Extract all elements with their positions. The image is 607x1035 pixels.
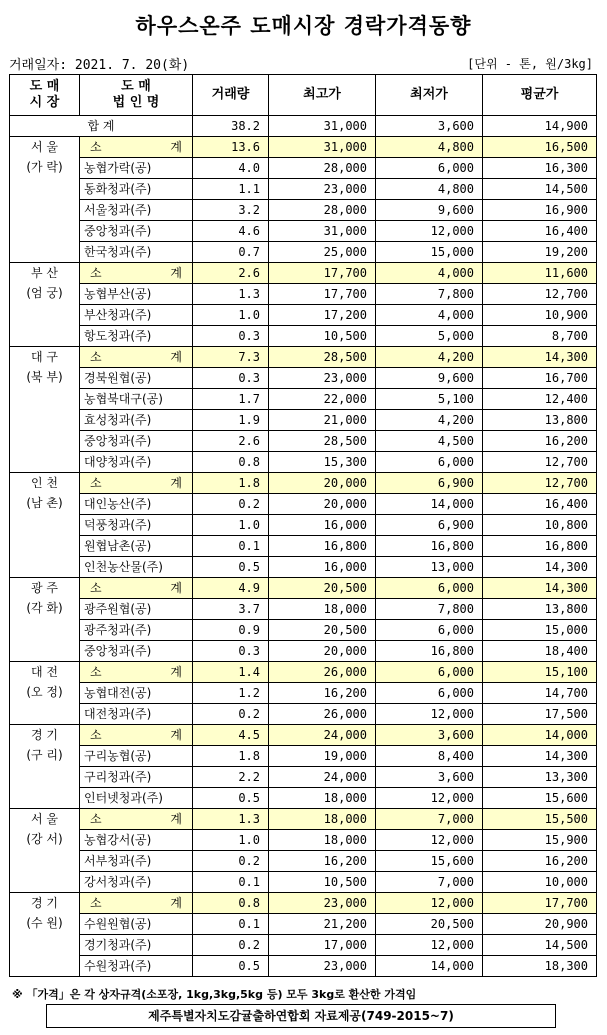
- max-price-cell: 21,000: [269, 410, 376, 431]
- corp-name: 농협가락(공): [80, 158, 193, 179]
- table-row: [10, 368, 597, 389]
- subtotal-row: [10, 809, 597, 830]
- min-price-cell: 20,500: [376, 914, 483, 935]
- table-row: [10, 326, 597, 347]
- subtotal-label-part: 계: [170, 665, 182, 679]
- corp-name: [80, 809, 193, 830]
- corp-name: 원협남촌(공): [80, 536, 193, 557]
- corp-name: 인터넷청과(주): [80, 788, 193, 809]
- corp-name: 대전청과(주): [80, 704, 193, 725]
- max-price-cell: 28,500: [269, 347, 376, 368]
- corp-name: 농협대전(공): [80, 683, 193, 704]
- subtotal-row: [10, 347, 597, 368]
- table-row: [10, 641, 597, 662]
- total-row: [10, 116, 597, 137]
- table-row: [10, 389, 597, 410]
- max-price-cell: 26,000: [269, 662, 376, 683]
- min-price-cell: 6,000: [376, 578, 483, 599]
- volume-cell: 0.9: [193, 620, 269, 641]
- avg-price-cell: 14,300: [483, 578, 597, 599]
- max-price-cell: 17,200: [269, 305, 376, 326]
- volume-cell: 1.1: [193, 179, 269, 200]
- max-price-cell: 17,700: [269, 284, 376, 305]
- max-price-cell: 16,200: [269, 851, 376, 872]
- min-price-cell: 13,000: [376, 557, 483, 578]
- table-row: [10, 704, 597, 725]
- volume-cell: 0.3: [193, 641, 269, 662]
- table-row: [10, 851, 597, 872]
- volume-cell: 0.5: [193, 557, 269, 578]
- table-row: [10, 599, 597, 620]
- corp-name: [80, 137, 193, 158]
- table-row: [10, 788, 597, 809]
- volume-cell: 0.8: [193, 893, 269, 914]
- volume-cell: 0.3: [193, 326, 269, 347]
- avg-price-cell: 16,400: [483, 221, 597, 242]
- market-name: 대 전 (오 정): [10, 662, 80, 725]
- corp-name: 서울청과(주): [80, 200, 193, 221]
- corp-name: [80, 263, 193, 284]
- max-price-cell: 10,500: [269, 872, 376, 893]
- corp-name: 광주청과(주): [80, 620, 193, 641]
- volume-cell: 1.0: [193, 515, 269, 536]
- min-price-cell: 4,200: [376, 410, 483, 431]
- corp-name: [80, 347, 193, 368]
- volume-cell: 3.2: [193, 200, 269, 221]
- min-price-cell: 6,000: [376, 158, 483, 179]
- corp-name: 중앙청과(주): [80, 431, 193, 452]
- subtotal-row: [10, 578, 597, 599]
- table-row: [10, 431, 597, 452]
- max-price-cell: 18,000: [269, 788, 376, 809]
- subtotal-label-part: 소: [90, 266, 102, 280]
- avg-price-cell: 17,700: [483, 893, 597, 914]
- table-row: [10, 452, 597, 473]
- table-row: [10, 914, 597, 935]
- avg-price-cell: 13,800: [483, 599, 597, 620]
- table-row: [10, 158, 597, 179]
- avg-price-cell: 18,400: [483, 641, 597, 662]
- header-volume: 거래량: [193, 75, 269, 116]
- volume-cell: 1.7: [193, 389, 269, 410]
- volume-cell: 4.9: [193, 578, 269, 599]
- total-avg: 14,900: [483, 116, 597, 137]
- avg-price-cell: 13,300: [483, 767, 597, 788]
- min-price-cell: 4,000: [376, 263, 483, 284]
- min-price-cell: 4,800: [376, 179, 483, 200]
- avg-price-cell: 15,500: [483, 809, 597, 830]
- corp-name: 한국청과(주): [80, 242, 193, 263]
- max-price-cell: 26,000: [269, 704, 376, 725]
- total-volume: 38.2: [193, 116, 269, 137]
- max-price-cell: 18,000: [269, 599, 376, 620]
- min-price-cell: 4,800: [376, 137, 483, 158]
- corp-name: 중앙청과(주): [80, 221, 193, 242]
- avg-price-cell: 11,600: [483, 263, 597, 284]
- table-row: [10, 179, 597, 200]
- avg-price-cell: 14,500: [483, 179, 597, 200]
- avg-price-cell: 8,700: [483, 326, 597, 347]
- min-price-cell: 7,800: [376, 284, 483, 305]
- header-max: 최고가: [269, 75, 376, 116]
- max-price-cell: 16,000: [269, 557, 376, 578]
- max-price-cell: 25,000: [269, 242, 376, 263]
- total-label: 합 계: [10, 116, 193, 137]
- avg-price-cell: 17,500: [483, 704, 597, 725]
- corp-name: [80, 725, 193, 746]
- volume-cell: 1.4: [193, 662, 269, 683]
- avg-price-cell: 16,700: [483, 368, 597, 389]
- source-box: 제주특별자치도감귤출하연합회 자료제공(749-2015~7): [46, 1004, 556, 1028]
- avg-price-cell: 14,300: [483, 746, 597, 767]
- volume-cell: 1.2: [193, 683, 269, 704]
- min-price-cell: 15,000: [376, 242, 483, 263]
- min-price-cell: 12,000: [376, 221, 483, 242]
- corp-name: 경북원협(공): [80, 368, 193, 389]
- max-price-cell: 23,000: [269, 368, 376, 389]
- subtotal-label-part: 계: [170, 581, 182, 595]
- min-price-cell: 16,800: [376, 536, 483, 557]
- avg-price-cell: 15,900: [483, 830, 597, 851]
- min-price-cell: 4,000: [376, 305, 483, 326]
- volume-cell: 0.7: [193, 242, 269, 263]
- subtotal-label-part: 소: [90, 896, 102, 910]
- max-price-cell: 17,000: [269, 935, 376, 956]
- volume-cell: 1.3: [193, 284, 269, 305]
- min-price-cell: 9,600: [376, 368, 483, 389]
- max-price-cell: 10,500: [269, 326, 376, 347]
- volume-cell: 2.6: [193, 263, 269, 284]
- max-price-cell: 17,700: [269, 263, 376, 284]
- min-price-cell: 5,000: [376, 326, 483, 347]
- avg-price-cell: 10,800: [483, 515, 597, 536]
- table-row: [10, 515, 597, 536]
- subtotal-label-part: 소: [90, 665, 102, 679]
- avg-price-cell: 12,700: [483, 284, 597, 305]
- volume-cell: 7.3: [193, 347, 269, 368]
- max-price-cell: 20,000: [269, 494, 376, 515]
- max-price-cell: 28,000: [269, 158, 376, 179]
- avg-price-cell: 20,900: [483, 914, 597, 935]
- avg-price-cell: 15,100: [483, 662, 597, 683]
- avg-price-cell: 18,300: [483, 956, 597, 977]
- max-price-cell: 20,500: [269, 578, 376, 599]
- table-row: [10, 683, 597, 704]
- max-price-cell: 16,000: [269, 515, 376, 536]
- min-price-cell: 16,800: [376, 641, 483, 662]
- volume-cell: 1.0: [193, 305, 269, 326]
- min-price-cell: 12,000: [376, 935, 483, 956]
- volume-cell: 0.3: [193, 368, 269, 389]
- market-name: 서 울 (강 서): [10, 809, 80, 893]
- volume-cell: 1.8: [193, 746, 269, 767]
- volume-cell: 0.5: [193, 788, 269, 809]
- avg-price-cell: 14,300: [483, 557, 597, 578]
- max-price-cell: 31,000: [269, 137, 376, 158]
- volume-cell: 3.7: [193, 599, 269, 620]
- corp-name: 농협강서(공): [80, 830, 193, 851]
- corp-name: 강서청과(주): [80, 872, 193, 893]
- max-price-cell: 28,500: [269, 431, 376, 452]
- table-row: [10, 494, 597, 515]
- volume-cell: 1.3: [193, 809, 269, 830]
- subtotal-label-part: 소: [90, 140, 102, 154]
- subtotal-row: [10, 725, 597, 746]
- avg-price-cell: 12,700: [483, 452, 597, 473]
- volume-cell: 0.2: [193, 851, 269, 872]
- corp-name: 경기청과(주): [80, 935, 193, 956]
- max-price-cell: 15,300: [269, 452, 376, 473]
- header-market: 도 매 시 장: [10, 75, 80, 116]
- subtotal-label-part: 계: [170, 266, 182, 280]
- min-price-cell: 4,500: [376, 431, 483, 452]
- market-name: 서 울 (가 락): [10, 137, 80, 263]
- min-price-cell: 12,000: [376, 830, 483, 851]
- volume-cell: 2.2: [193, 767, 269, 788]
- corp-name: 수원청과(주): [80, 956, 193, 977]
- min-price-cell: 14,000: [376, 494, 483, 515]
- min-price-cell: 5,100: [376, 389, 483, 410]
- table-row: [10, 221, 597, 242]
- corp-name: 서부청과(주): [80, 851, 193, 872]
- subtotal-label-part: 소: [90, 350, 102, 364]
- subtotal-label-part: 계: [170, 140, 182, 154]
- volume-cell: 1.9: [193, 410, 269, 431]
- max-price-cell: 18,000: [269, 809, 376, 830]
- avg-price-cell: 16,200: [483, 431, 597, 452]
- corp-name: 수원원협(공): [80, 914, 193, 935]
- volume-cell: 4.5: [193, 725, 269, 746]
- subtotal-label-part: 계: [170, 350, 182, 364]
- total-max: 31,000: [269, 116, 376, 137]
- subtotal-label-part: 계: [170, 476, 182, 490]
- subtotal-label-part: 계: [170, 812, 182, 826]
- table-row: [10, 830, 597, 851]
- subtotal-label-part: 소: [90, 812, 102, 826]
- min-price-cell: 12,000: [376, 704, 483, 725]
- max-price-cell: 21,200: [269, 914, 376, 935]
- max-price-cell: 20,500: [269, 620, 376, 641]
- volume-cell: 4.6: [193, 221, 269, 242]
- corp-name: 구리농협(공): [80, 746, 193, 767]
- market-name: 경 기 (수 원): [10, 893, 80, 977]
- header-avg: 평균가: [483, 75, 597, 116]
- avg-price-cell: 19,200: [483, 242, 597, 263]
- table-row: [10, 410, 597, 431]
- trade-date: 거래일자: 2021. 7. 20(화): [9, 58, 190, 73]
- avg-price-cell: 14,300: [483, 347, 597, 368]
- max-price-cell: 20,000: [269, 641, 376, 662]
- volume-cell: 13.6: [193, 137, 269, 158]
- corp-name: 농협부산(공): [80, 284, 193, 305]
- avg-price-cell: 14,500: [483, 935, 597, 956]
- market-name: 경 기 (구 리): [10, 725, 80, 809]
- avg-price-cell: 15,000: [483, 620, 597, 641]
- max-price-cell: 18,000: [269, 830, 376, 851]
- table-row: [10, 620, 597, 641]
- corp-name: 덕풍청과(주): [80, 515, 193, 536]
- table-row: [10, 536, 597, 557]
- table-row: [10, 284, 597, 305]
- subtotal-label-part: 소: [90, 728, 102, 742]
- max-price-cell: 23,000: [269, 179, 376, 200]
- total-min: 3,600: [376, 116, 483, 137]
- table-row: [10, 557, 597, 578]
- min-price-cell: 8,400: [376, 746, 483, 767]
- corp-name: 대양청과(주): [80, 452, 193, 473]
- subtotal-row: [10, 893, 597, 914]
- max-price-cell: 20,000: [269, 473, 376, 494]
- header-min: 최저가: [376, 75, 483, 116]
- price-table: [9, 74, 597, 977]
- min-price-cell: 3,600: [376, 725, 483, 746]
- min-price-cell: 6,000: [376, 662, 483, 683]
- subtotal-label-part: 소: [90, 581, 102, 595]
- max-price-cell: 28,000: [269, 200, 376, 221]
- corp-name: [80, 662, 193, 683]
- unit-label: [단위 - 톤, 원/3kg]: [467, 57, 593, 71]
- volume-cell: 0.2: [193, 494, 269, 515]
- corp-name: [80, 578, 193, 599]
- subtotal-row: [10, 473, 597, 494]
- max-price-cell: 23,000: [269, 893, 376, 914]
- subtotal-row: [10, 263, 597, 284]
- table-row: [10, 200, 597, 221]
- avg-price-cell: 13,800: [483, 410, 597, 431]
- min-price-cell: 4,200: [376, 347, 483, 368]
- max-price-cell: 19,000: [269, 746, 376, 767]
- min-price-cell: 7,000: [376, 872, 483, 893]
- avg-price-cell: 14,700: [483, 683, 597, 704]
- volume-cell: 2.6: [193, 431, 269, 452]
- corp-name: 부산청과(주): [80, 305, 193, 326]
- corp-name: [80, 473, 193, 494]
- market-name: 대 구 (북 부): [10, 347, 80, 473]
- volume-cell: 0.2: [193, 935, 269, 956]
- table-row: [10, 305, 597, 326]
- corp-name: 효성청과(주): [80, 410, 193, 431]
- corp-name: 인천농산물(주): [80, 557, 193, 578]
- min-price-cell: 6,000: [376, 452, 483, 473]
- subtotal-label-part: 계: [170, 728, 182, 742]
- volume-cell: 0.1: [193, 536, 269, 557]
- min-price-cell: 6,900: [376, 473, 483, 494]
- volume-cell: 0.8: [193, 452, 269, 473]
- min-price-cell: 3,600: [376, 767, 483, 788]
- volume-cell: 1.8: [193, 473, 269, 494]
- corp-name: 동화청과(주): [80, 179, 193, 200]
- header-corp: 도 매 법 인 명: [80, 75, 193, 116]
- min-price-cell: 9,600: [376, 200, 483, 221]
- subtotal-row: [10, 662, 597, 683]
- volume-cell: 0.1: [193, 914, 269, 935]
- corp-name: 광주원협(공): [80, 599, 193, 620]
- min-price-cell: 6,900: [376, 515, 483, 536]
- table-row: [10, 872, 597, 893]
- avg-price-cell: 16,300: [483, 158, 597, 179]
- corp-name: [80, 893, 193, 914]
- market-name: 인 천 (남 촌): [10, 473, 80, 578]
- table-row: [10, 935, 597, 956]
- avg-price-cell: 14,000: [483, 725, 597, 746]
- table-row: [10, 767, 597, 788]
- header-row: [10, 75, 597, 116]
- min-price-cell: 6,000: [376, 683, 483, 704]
- avg-price-cell: 15,600: [483, 788, 597, 809]
- max-price-cell: 31,000: [269, 221, 376, 242]
- avg-price-cell: 12,700: [483, 473, 597, 494]
- avg-price-cell: 10,900: [483, 305, 597, 326]
- avg-price-cell: 16,400: [483, 494, 597, 515]
- min-price-cell: 6,000: [376, 620, 483, 641]
- min-price-cell: 15,600: [376, 851, 483, 872]
- avg-price-cell: 12,400: [483, 389, 597, 410]
- subtotal-row: [10, 137, 597, 158]
- avg-price-cell: 16,200: [483, 851, 597, 872]
- corp-name: 중앙청과(주): [80, 641, 193, 662]
- volume-cell: 0.1: [193, 872, 269, 893]
- min-price-cell: 7,800: [376, 599, 483, 620]
- max-price-cell: 22,000: [269, 389, 376, 410]
- volume-cell: 1.0: [193, 830, 269, 851]
- avg-price-cell: 16,500: [483, 137, 597, 158]
- min-price-cell: 12,000: [376, 788, 483, 809]
- page-title: 하우스온주 도매시장 경락가격동향: [135, 14, 472, 38]
- avg-price-cell: 10,000: [483, 872, 597, 893]
- max-price-cell: 23,000: [269, 956, 376, 977]
- table-row: [10, 242, 597, 263]
- max-price-cell: 16,800: [269, 536, 376, 557]
- corp-name: 구리청과(주): [80, 767, 193, 788]
- footnote: ※ 「가격」은 각 상자규격(소포장, 1kg,3kg,5kg 등) 모두 3kg로 환산한 가격임: [12, 988, 417, 1001]
- volume-cell: 4.0: [193, 158, 269, 179]
- min-price-cell: 7,000: [376, 809, 483, 830]
- subtotal-label-part: 소: [90, 476, 102, 490]
- corp-name: 농협북대구(공): [80, 389, 193, 410]
- min-price-cell: 12,000: [376, 893, 483, 914]
- corp-name: 항도청과(주): [80, 326, 193, 347]
- avg-price-cell: 16,900: [483, 200, 597, 221]
- volume-cell: 0.2: [193, 704, 269, 725]
- market-name: 부 산 (엄 궁): [10, 263, 80, 347]
- volume-cell: 0.5: [193, 956, 269, 977]
- max-price-cell: 24,000: [269, 725, 376, 746]
- table-row: [10, 956, 597, 977]
- subtotal-label-part: 계: [170, 896, 182, 910]
- max-price-cell: 16,200: [269, 683, 376, 704]
- market-name: 광 주 (각 화): [10, 578, 80, 662]
- avg-price-cell: 16,800: [483, 536, 597, 557]
- max-price-cell: 24,000: [269, 767, 376, 788]
- table-row: [10, 746, 597, 767]
- min-price-cell: 14,000: [376, 956, 483, 977]
- corp-name: 대인농산(주): [80, 494, 193, 515]
